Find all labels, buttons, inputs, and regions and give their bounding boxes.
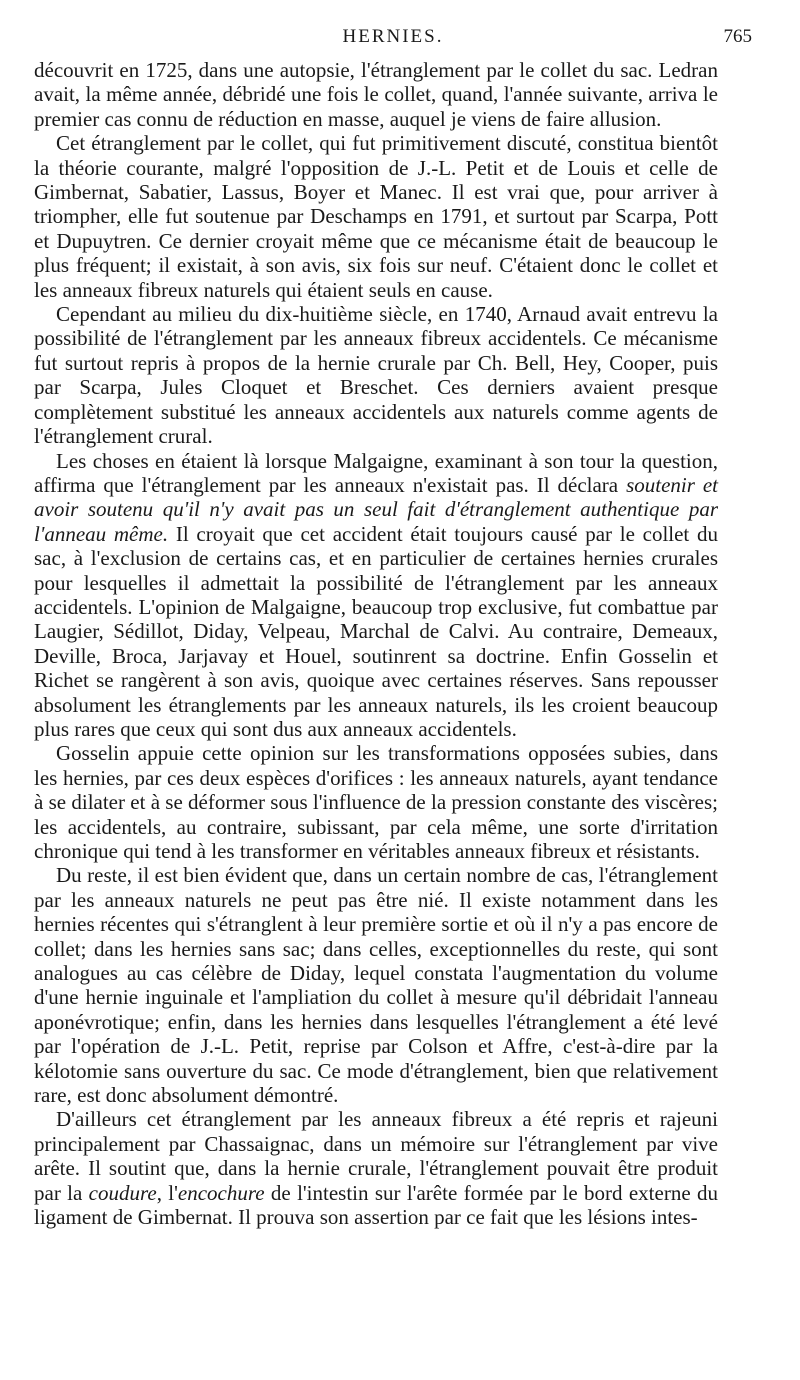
term-encochure: encochure bbox=[177, 1180, 265, 1205]
term-coudure: coudure bbox=[88, 1180, 157, 1205]
running-title: HERNIES. bbox=[342, 26, 444, 47]
body-text bbox=[34, 58, 718, 1230]
paragraph-1: découvrit en 1725, dans une autopsie, l'étranglement par le collet du sac. Ledran avait, la même année, débridé une fois le collet, quand, l'année suivante, arriva le premier cas connu de réduction en masse, auquel je viens de faire allusion. bbox=[34, 58, 718, 131]
paragraph-2: Cet étranglement par le collet, qui fut primitivement discuté, constitua bientôt la théorie courante, malgré l'opposition de J.-L. Petit et de Louis et celle de Gimbernat, Sabatier, Lassus, Boyer et Manec. Il est vrai que, pour arriver à triompher, elle fut soutenue par Deschamps en 1791, et surtout par Scarpa, Pott et Dupuytren. Ce dernier croyait même que ce mécanisme était de beaucoup le plus fréquent; il existait, à son avis, six fois sur neuf. C'étaient donc le collet et les anneaux fibreux naturels qui étaient seuls en cause. bbox=[34, 131, 718, 302]
paragraph-7-text-middle: , l' bbox=[156, 1180, 178, 1205]
page-header bbox=[34, 26, 752, 52]
paragraph-4 bbox=[34, 449, 718, 742]
paragraph-3: Cependant au milieu du dix-huitième siècle, en 1740, Arnaud avait entrevu la possibilité de l'étranglement par les anneaux fibreux accidentels. Ce mécanisme fut surtout repris à propos de la hernie crurale par Ch. Bell, Hey, Cooper, puis par Scarpa, Jules Cloquet et Breschet. Ces derniers avaient presque complètement substitué les anneaux accidentels aux naturels comme agents de l'étranglement crural. bbox=[34, 302, 718, 449]
paragraph-7 bbox=[34, 1107, 718, 1229]
paragraph-6: Du reste, il est bien évident que, dans un certain nombre de cas, l'étranglement par les anneaux naturels ne peut pas être nié. Il existe notamment dans les hernies récentes qui s'étranglent à leur première sortie et où il n'y a pas encore de collet; dans les hernies sans sac; dans celles, exceptionnelles du reste, qui sont analogues au cas célèbre de Diday, lequel constata l'augmentation du volume d'une hernie inguinale et l'ampliation du collet à mesure qu'il débridait l'anneau aponévrotique; enfin, dans les hernies dans lesquelles l'étranglement a été levé par l'opération de J.-L. Petit, reprise par Colson et Affre, c'est-à-dire par la kélotomie sans ouverture du sac. Ce mode d'étranglement, bien que relativement rare, est donc absolument démontré. bbox=[34, 863, 718, 1108]
paragraph-5: Gosselin appuie cette opinion sur les transformations opposées subies, dans les hernies, par ces deux espèces d'orifices : les anneaux naturels, ayant tendance à se dilater et à se déformer sous l'influence de la pression constante des viscères; les accidentels, au contraire, subissant, par cela même, une sorte d'irritation chronique qui tend à les transformer en véritables anneaux fibreux et résistants. bbox=[34, 741, 718, 863]
paragraph-4-text-start: Les choses en étaient là lorsque Malgaigne, examinant à son tour la question, affirma que l'étranglement par les anneaux n'existait pas. Il déclara bbox=[34, 448, 718, 497]
paragraph-7-text-start: D'ailleurs cet étranglement par les anneaux fibreux a été repris et rajeuni principalement par Chassaignac, dans un mémoire sur l'étranglement par vive arête. Il soutint que, dans la hernie crurale, l'étranglement pouvait être produit par la bbox=[34, 1107, 718, 1205]
paragraph-4-text-end: Il croyait que cet accident était toujours causé par le collet du sac, à l'exclusion de certains cas, et en particulier de certaines hernies crurales pour lesquelles il admettait la possibilité de l'étranglement par les anneaux accidentels. L'opinion de Malgaigne, beaucoup trop exclusive, fut combattue par Laugier, Sédillot, Diday, Velpeau, Marchal de Calvi. Au contraire, Demeaux, Deville, Broca, Jarjavay et Houel, soutinrent sa doctrine. Enfin Gosselin et Richet se rangèrent à son avis, quoique avec certaines réserves. Sans repousser absolument les étranglements par les anneaux naturels, ils les croient beaucoup plus rares que ceux qui sont dus aux anneaux accidentels. bbox=[34, 521, 719, 741]
page-number: 765 bbox=[723, 26, 752, 47]
paragraph-7-text-end: de l'intestin sur l'arête formée par le bord externe du ligament de Gimbernat. Il prouva son assertion par ce fait que les lésions intes- bbox=[34, 1180, 718, 1230]
malgaigne-quote: soutenir et avoir soutenu qu'il n'y avait pas un seul fait d'étranglement authentique par l'anneau même. bbox=[34, 472, 718, 546]
